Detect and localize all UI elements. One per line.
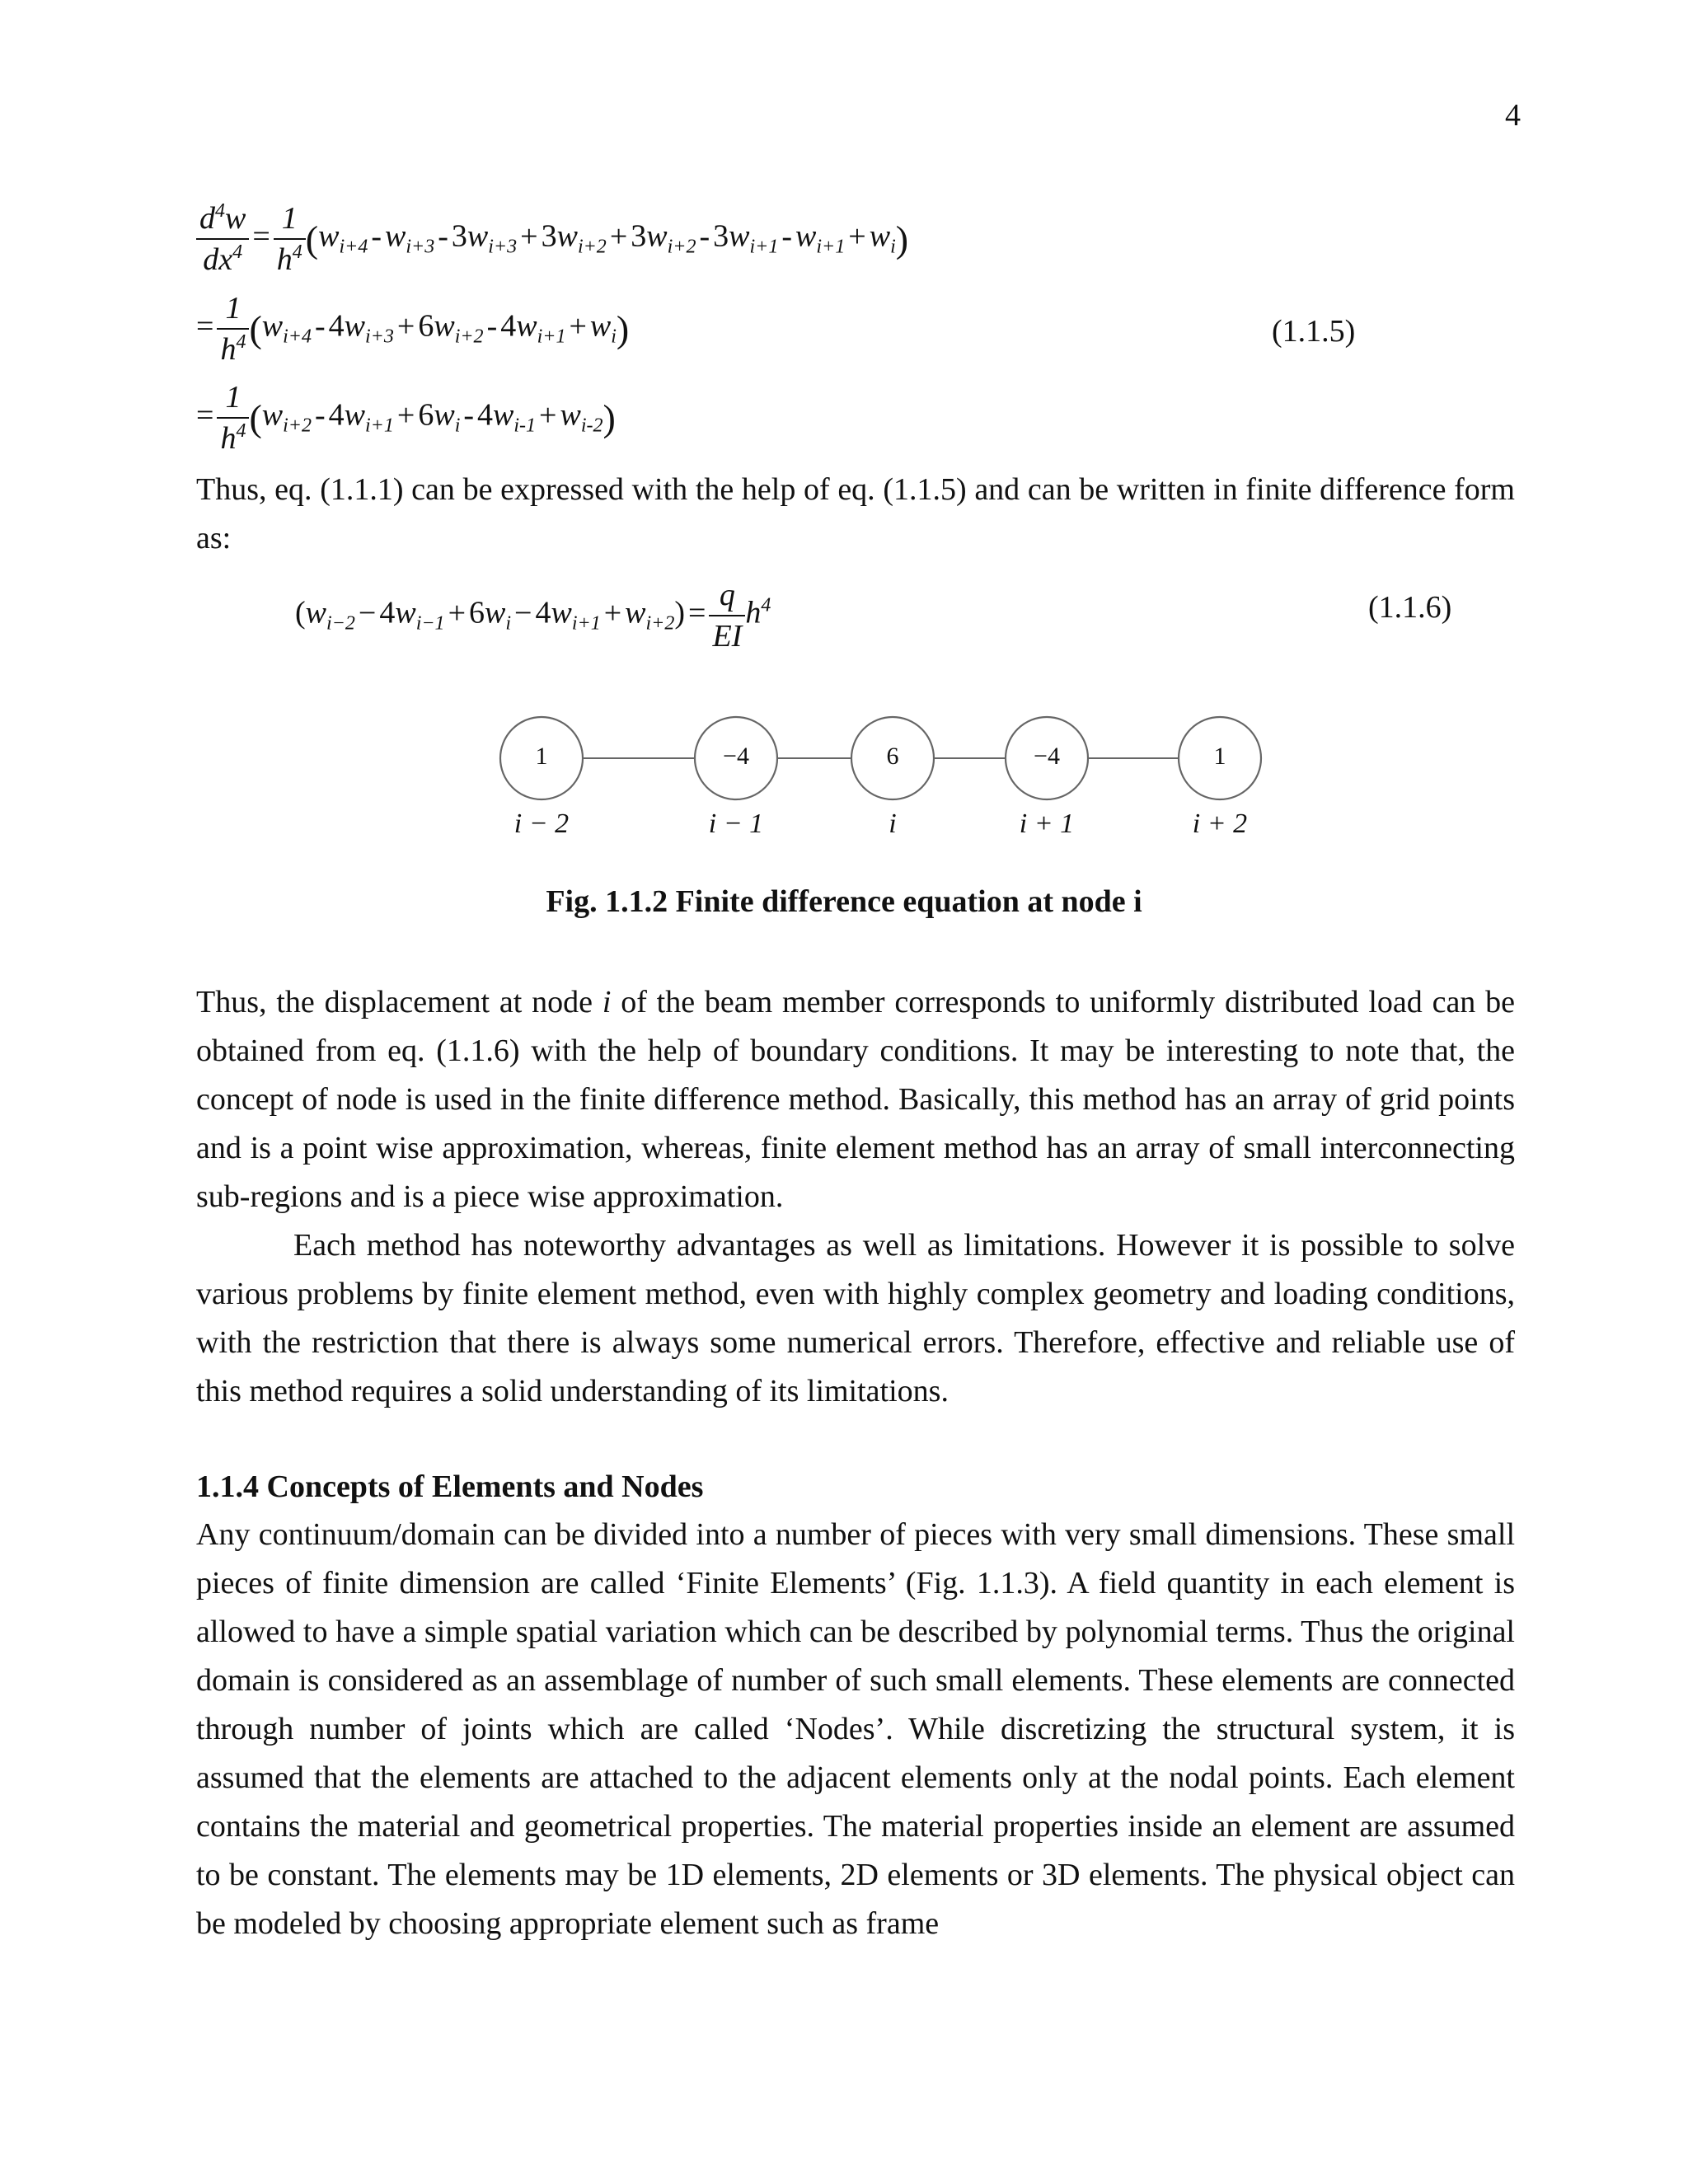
node-label: i − 2 — [513, 808, 570, 839]
section-heading: 1.1.4 Concepts of Elements and Nodes — [196, 1469, 704, 1504]
paragraph-3: Each method has noteworthy advantages as well as limitations. However it is possible to solve various problems by finite element method, even with highly complex geometry and loading conditions, with the restriction that there is always some numerical errors. Therefore, effective and reliable use of this method requires a solid understanding of its limitations. — [196, 1228, 1515, 1408]
stencil-node-i-plus-1 — [1006, 717, 1088, 839]
node-value: −4 — [1034, 742, 1060, 770]
equation-number-1-1-6: (1.1.6) — [1368, 590, 1452, 625]
node-label: i + 2 — [1192, 808, 1248, 839]
paragraph-2 — [196, 978, 1515, 1221]
node-value: 1 — [535, 742, 548, 770]
stencil-node-i — [851, 717, 934, 839]
paragraph-2-text-after: of the beam member corresponds to uniformly distributed load can be obtained from eq. (1.1.6) with the help of boundary conditions. It may be interesting to note that, the concept of node is used in the finite difference method. Basically, this method has an array of grid points and is a point wise approximation, whereas, finite element method has an array of small interconnecting sub-regions and is a piece wise approximation. — [196, 985, 1515, 1214]
equation-1-1-5-line-3: = $\frac{1}{h^4}$ $(w_{i+2} - 4w_{i+1} + 6w_i - 4w_{i-1} + w_{i-2})$ — [196, 380, 616, 456]
body-text-block-2 — [196, 1511, 1515, 1948]
paragraph-1-text: Thus, eq. (1.1.1) can be expressed with the help of eq. (1.1.5) and can be written in finite difference form as: — [196, 472, 1515, 555]
equation-number-1-1-5: (1.1.5) — [1272, 314, 1356, 349]
body-text-block-1 — [196, 978, 1515, 1416]
node-value: −4 — [723, 742, 749, 770]
equation-1-1-5-line-2: = $\frac{1}{h^4}$ $(w_{i+4} - 4w_{i+3} + 6w_{i+2} - 4w_{i+1} + w_i)$ — [196, 291, 630, 367]
paragraph-intro-eq-1-1-6 — [196, 466, 1515, 563]
stencil-node-i-plus-2 — [1179, 717, 1261, 839]
node-label: i — [889, 808, 897, 839]
figure-caption: Fig. 1.1.2 Finite difference equation at node i — [546, 884, 1142, 919]
equation-1-1-6: $(w_{i-2} - 4w_{i-1} + 6w_i - 4w_{i+1} + w_{i+2})$ = $\frac{q}{EI}$ $h^4$ — [295, 578, 771, 654]
paragraph-4: Any continuum/domain can be divided into a number of pieces with very small dimensions. These small pieces of finite dimension are called ‘Finite Elements’ (Fig. 1.1.3). A field quantity in each element is allowed to have a simple spatial variation which can be described by polynomial terms. Thus the original domain is considered as an assemblage of number of such small elements. These elements are connected through number of joints which are called ‘Nodes’. While discretizing the structural system, it is assumed that the elements are attached to the adjacent elements only at the nodal points. Each element contains the material and geometrical properties. The material properties inside an element are assumed to be constant. The elements may be 1D elements, 2D elements or 3D elements. The physical object can be modeled by choosing appropriate element such as frame — [196, 1517, 1515, 1941]
stencil-node-i-minus-1 — [695, 717, 777, 839]
paragraph-2-italic-node: i — [602, 985, 612, 1019]
node-label: i + 1 — [1019, 808, 1075, 839]
paragraph-2-text-before: Thus, the displacement at node — [196, 985, 603, 1019]
node-label: i − 1 — [708, 808, 764, 839]
page-number: 4 — [1505, 98, 1521, 133]
equation-1-1-5-line-1: $\frac{d^4w}{dx^4}$ = $\frac{1}{h^4}$ $(w_{i+4} - w_{i+3} - 3w_{i+3} + 3w_{i+2} + 3w_{i+2} - 3w_{i+1} - w_{i+1} + w_i)$ — [196, 200, 908, 278]
node-value: 1 — [1213, 742, 1226, 770]
node-value: 6 — [886, 742, 899, 770]
stencil-node-i-minus-2 — [500, 717, 583, 839]
finite-difference-stencil-diagram — [462, 709, 1286, 857]
